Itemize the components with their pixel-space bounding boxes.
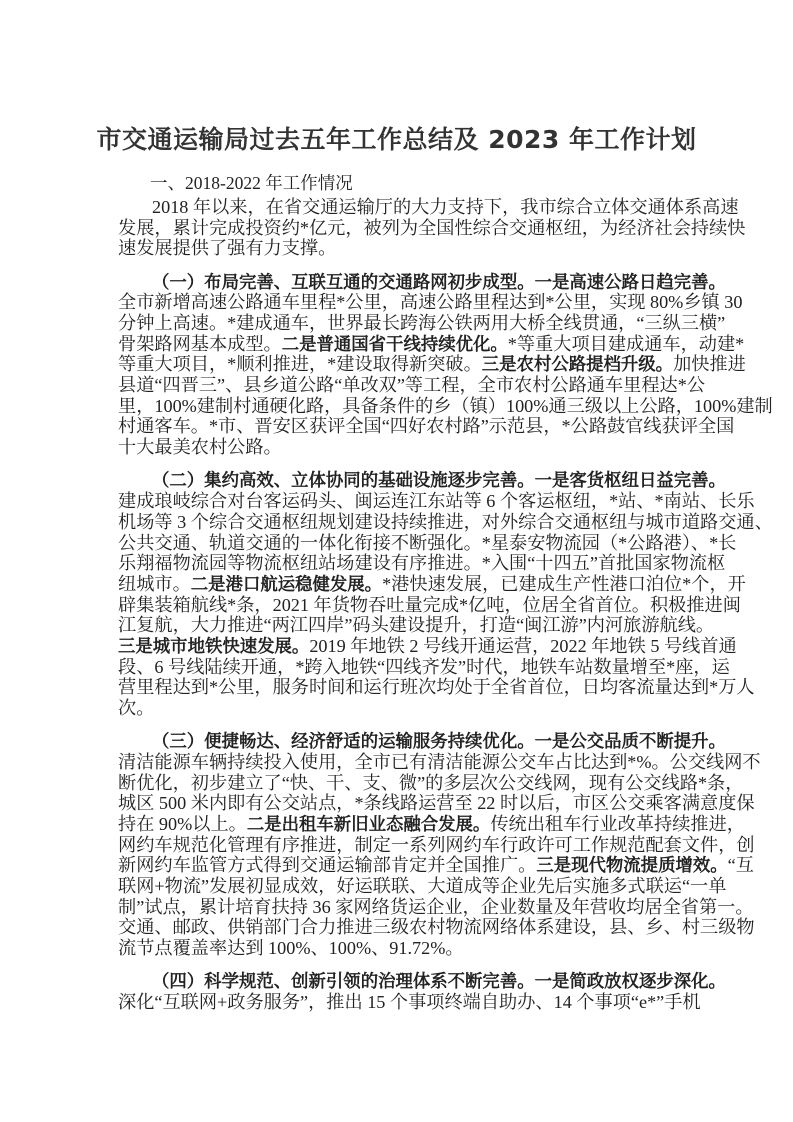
text-line [118, 635, 737, 657]
text-line [118, 594, 741, 616]
text-segment: 清洁能源车辆持续投入使用，全市已有清洁能源公交车占比达到*%。公交线网不 [118, 751, 761, 772]
text-segment: 交通、邮政、供销部门合力推进三级农村物流网络体系建设，县、乡、村三级物 [118, 917, 755, 938]
text-segment: *港快速发展，已建成生产性港口泊位*个，开 [382, 573, 746, 594]
text-segment: 建成琅岐综合对台客运码头、闽运连江东站等 6 个客运枢纽，*站、*南站、长乐 [118, 491, 755, 512]
text-segment: 十大最美农村公路。 [118, 437, 282, 458]
text-segment: 骨架路网基本成型。 [118, 333, 282, 354]
text-line [118, 292, 743, 313]
text-segment: 分钟上高速。*建成通车，世界最长跨海公铁两用大桥全线贯通，“三纵三横” [118, 313, 726, 334]
text-line [118, 731, 726, 753]
text-segment: *等重大项目建成通车，动建* [507, 333, 745, 354]
text-line [118, 615, 715, 636]
bold-text: 三是农村公路提档升级。 [481, 355, 674, 376]
text-segment: 村通客车。*市、晋安区获评全国“四好农村路”示范县，*公路鼓官线获评全国 [118, 416, 735, 437]
text-line [118, 751, 761, 773]
text-segment: 乐翔福物流园等物流枢纽站场建设有序推进。*入围“十四五”首批国家物流枢 [118, 553, 726, 574]
text-segment: 速发展提供了强有力支撑。 [118, 238, 337, 259]
text-segment: 加快推进 [673, 354, 746, 375]
paragraph [118, 971, 726, 1013]
text-line [118, 992, 701, 1013]
text-line [118, 416, 735, 437]
paragraph [118, 470, 773, 718]
document-title: 市交通运输局过去五年工作总结及 2023 年工作计划 [96, 125, 697, 154]
text-segment: 联网+物流”发展初显成效，好运联联、大道成等企业先后实施多式联运“一单 [118, 876, 727, 897]
text-segment: 传统出租车行业改革持续推进， [490, 814, 745, 835]
text-segment: 段、6 号线陆续开通，*跨入地铁“四线齐发”时代，地铁车站数量增至*座，运 [118, 656, 730, 677]
text-segment: 全市新增高速公路通车里程*公里，高速公路里程达到*公里，实现 80%乡镇 30 [118, 292, 743, 313]
text-line [118, 470, 726, 492]
text-line [118, 354, 746, 376]
text-line [118, 677, 755, 698]
text-line [118, 197, 739, 218]
bold-text: （四）科学规范、创新引领的治理体系不断完善。一是简政放权逐步深化。 [152, 972, 726, 993]
text-line [118, 491, 755, 512]
text-segment: 发展，累计完成投资约*亿元，被列为全国性综合交通枢纽，为经济社会持续快 [118, 217, 746, 238]
paragraph [118, 731, 761, 959]
section-heading: 一、2018-2022 年工作情况 [150, 173, 353, 193]
text-line [118, 395, 773, 417]
text-line [118, 834, 755, 856]
bold-text: 二是港口航运稳健发展。 [190, 574, 383, 595]
text-line [118, 855, 754, 877]
text-line [118, 511, 773, 533]
text-line [118, 437, 689, 458]
text-segment: 流节点覆盖率达到 100%、100%、91.72%。 [118, 938, 464, 959]
text-segment: 等重大项目，*顺利推进，*建设取得新突破。 [118, 354, 482, 375]
text-line [118, 553, 726, 574]
text-line [118, 698, 689, 719]
text-segment: 新网约车监管方式得到交通运输部肯定并全国推广。 [118, 855, 537, 876]
text-segment: 辟集装箱航线*条，2021 年货物吞吐量完成*亿吨，位居全省首位。积极推进闽 [118, 594, 741, 615]
text-segment: 制”试点，累计培育扶持 36 家网络货运企业，企业数量及年营收均居全省第一。 [118, 896, 754, 917]
text-segment: 机场等 3 个综合交通枢纽规划建设持续推进，对外综合交通枢纽与城市道路交通、 [118, 511, 773, 532]
bold-text: 三是城市地铁快速发展。 [118, 636, 310, 657]
text-line [118, 814, 745, 836]
text-segment: 断优化，初步建立了“快、干、支、微”的多层次公交线网，现有公交线路*条， [118, 772, 744, 793]
text-line [118, 938, 689, 959]
bold-text: 二是出租车新旧业态融合发展。 [246, 815, 491, 836]
text-segment: 网约车规范化管理有序推进，制定一系列网约车行政许可工作规范配套文件，创 [118, 834, 755, 855]
text-segment: 江复航，大力推进“两江四岸”码头建设提升，打造“闽江游”内河旅游航线。 [118, 615, 715, 636]
text-line [118, 217, 746, 239]
paragraph [118, 272, 773, 458]
text-line [118, 573, 746, 595]
text-line [118, 532, 737, 554]
text-segment: 城区 500 米内即有公交站点，*条线路运营至 22 时以后，市区公交乘客满意度保 [118, 793, 755, 814]
text-segment: 里，100%建制村通硬化路，具备条件的乡（镇）100%通三级以上公路，100%建制 [118, 395, 773, 416]
text-line [118, 656, 730, 678]
text-line [118, 917, 755, 938]
bold-text: （一）布局完善、互联互通的交通路网初步成型。一是高速公路日趋完善。 [152, 272, 726, 293]
text-segment: 深化“互联网+政务服务”，推出 15 个事项终端自助办、14 个事项“e*”手机 [118, 992, 701, 1013]
bold-text: （三）便捷畅达、经济舒适的运输服务持续优化。一是公交品质不断提升。 [152, 732, 726, 753]
text-line [118, 896, 754, 918]
text-line [118, 333, 745, 355]
text-line [118, 272, 726, 293]
text-segment: 持在 90%以上。 [118, 814, 247, 835]
text-segment: 次。 [118, 698, 155, 718]
text-segment: “互 [727, 855, 754, 876]
text-line [118, 313, 726, 334]
text-line [118, 793, 755, 814]
text-segment: 2019 年地铁 2 号线开通运营，2022 年地铁 5 号线首通 [309, 635, 737, 656]
paragraph [118, 197, 746, 259]
text-line [118, 876, 727, 897]
text-line [118, 971, 726, 993]
bold-text: 三是现代物流提质增效。 [536, 856, 728, 877]
bold-text: （二）集约高效、立体协同的基础设施逐步完善。一是客货枢纽日益完善。 [152, 471, 726, 492]
text-line [118, 238, 689, 259]
text-segment: 公共交通、轨道交通的一体化衔接不断强化。*星泰安物流园（*公路港）、*长 [118, 532, 737, 553]
text-line [118, 772, 744, 794]
bold-text: 二是普通国省干线持续优化。 [281, 334, 508, 355]
text-segment: 2018 年以来，在省交通运输厅的大力支持下，我市综合立体交通体系高速 [152, 197, 739, 217]
document-body [118, 197, 773, 1025]
text-segment: 县道“四晋三”、县乡道公路“单改双”等工程，全市农村公路通车里程达*公 [118, 375, 706, 396]
text-segment: 纽城市。 [118, 573, 191, 594]
text-segment: 营里程达到*公里，服务时间和运行班次均处于全省首位，日均客流量达到*万人 [118, 677, 755, 698]
text-line [118, 375, 706, 396]
